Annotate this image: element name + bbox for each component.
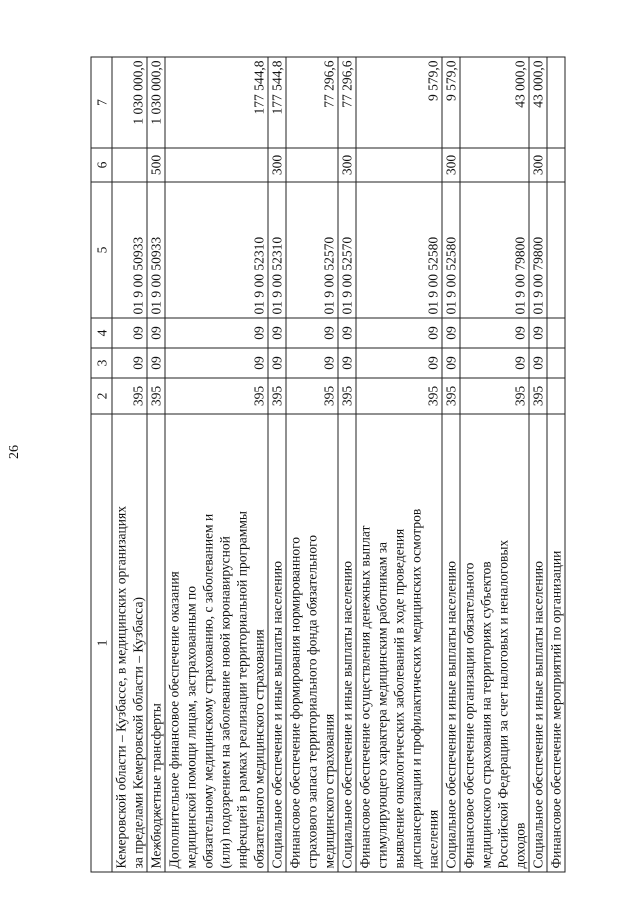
row-description [147, 414, 165, 872]
description-line: стимулирующего характера медицинским работникам за [374, 541, 389, 869]
header-cell-6: 6 [91, 148, 112, 182]
admin-code-cell: 395 [147, 378, 165, 414]
amount-cell: 77 296,6 [286, 57, 338, 148]
amount-cell: 1 030 000,0 [112, 57, 147, 148]
section-code-cell: 09 [442, 348, 460, 378]
row-description [460, 414, 529, 872]
amount-cell: 9 579,0 [442, 57, 460, 148]
section-code-cell: 09 [268, 348, 286, 378]
description-line: медицинского страхования на территориях субъектов [478, 561, 493, 869]
description-line: Социальное обеспечение и иные выплаты населению [530, 561, 545, 869]
header-row [91, 57, 112, 872]
header-cell-7: 7 [91, 57, 112, 148]
amount-cell [547, 57, 565, 148]
amount-cell: 9 579,0 [356, 57, 442, 148]
target-article-code-cell: 01 9 00 52310 [268, 182, 286, 318]
description-line: Российской Федерации за счет налоговых и неналоговых [495, 539, 510, 869]
header-cell-4: 4 [91, 318, 112, 348]
description-line: обязательному медицинскому страхованию, с заболеванием и [200, 513, 215, 869]
target-article-code-cell: 01 9 00 52580 [356, 182, 442, 318]
row-description [529, 414, 547, 872]
description-line: Финансовое обеспечение организации обязательного [461, 562, 476, 869]
description-line: страхового запаса территориального фонда обязательного [304, 534, 319, 869]
table-row [286, 57, 338, 872]
expense-type-code-cell [112, 148, 147, 182]
description-line: Дополнительное финансовое обеспечение оказания [166, 571, 181, 869]
subsection-code-cell: 09 [165, 318, 268, 348]
row-description [547, 414, 565, 872]
description-line: Социальное обеспечение и иные выплаты населению [269, 561, 284, 869]
page-number: 26 [7, 445, 22, 459]
target-article-code-cell: 01 9 00 52570 [286, 182, 338, 318]
admin-code-cell: 395 [529, 378, 547, 414]
row-description [268, 414, 286, 872]
subsection-code-cell: 09 [286, 318, 338, 348]
expense-type-code-cell: 300 [529, 148, 547, 182]
expense-type-code-cell [286, 148, 338, 182]
admin-code-cell: 395 [286, 378, 338, 414]
admin-code-cell: 395 [268, 378, 286, 414]
target-article-code-cell: 01 9 00 52580 [442, 182, 460, 318]
admin-code-cell: 395 [165, 378, 268, 414]
table-row [338, 57, 356, 872]
admin-code-cell: 395 [460, 378, 529, 414]
table-row [147, 57, 165, 872]
header-cell-5: 5 [91, 182, 112, 318]
description-line: диспансеризации и профилактических медицинских осмотров [408, 508, 423, 869]
target-article-code-cell: 01 9 00 50933 [147, 182, 165, 318]
budget-table [90, 57, 565, 873]
description-line: Финансовое обеспечение мероприятий по организации [548, 550, 563, 869]
header-cell-3: 3 [91, 348, 112, 378]
table-row [356, 57, 442, 872]
admin-code-cell: 395 [112, 378, 147, 414]
description-line: Межбюджетные трансферты [148, 703, 163, 869]
table-row [165, 57, 268, 872]
subsection-code-cell: 09 [442, 318, 460, 348]
subsection-code-cell: 09 [529, 318, 547, 348]
section-code-cell: 09 [147, 348, 165, 378]
description-line: инфекцией в рамках реализации территориальной программы [234, 511, 249, 869]
section-code-cell: 09 [356, 348, 442, 378]
admin-code-cell: 395 [356, 378, 442, 414]
subsection-code-cell: 09 [268, 318, 286, 348]
subsection-code-cell: 09 [338, 318, 356, 348]
row-description [338, 414, 356, 872]
row-description [442, 414, 460, 872]
table-row [442, 57, 460, 872]
expense-type-code-cell: 300 [268, 148, 286, 182]
header-cell-1: 1 [91, 414, 112, 872]
description-line: Финансовое обеспечение формирования нормированного [287, 536, 302, 869]
section-code-cell: 09 [460, 348, 529, 378]
target-article-code-cell: 01 9 00 79800 [529, 182, 547, 318]
description-line: за пределами Кемеровской области – Кузбасса) [130, 597, 145, 869]
subsection-code-cell: 09 [147, 318, 165, 348]
section-code-cell: 09 [165, 348, 268, 378]
header-cell-2: 2 [91, 378, 112, 414]
row-description [286, 414, 338, 872]
description-line: выявление онкологических заболеваний в ходе проведения [391, 528, 406, 869]
description-line: медицинского страхования [321, 713, 336, 869]
description-line: Социальное обеспечение и иные выплаты населению [339, 561, 354, 869]
amount-cell: 1 030 000,0 [147, 57, 165, 148]
table-row [112, 57, 147, 872]
table-row [268, 57, 286, 872]
row-description [356, 414, 442, 872]
subsection-code-cell [547, 318, 565, 348]
expense-type-code-cell [356, 148, 442, 182]
table-row [529, 57, 547, 872]
subsection-code-cell: 09 [112, 318, 147, 348]
row-description [165, 414, 268, 872]
table-body [91, 57, 565, 872]
rotated-table-container [90, 58, 563, 873]
target-article-code-cell [547, 182, 565, 318]
admin-code-cell: 395 [442, 378, 460, 414]
description-line: населения [425, 809, 440, 869]
amount-cell: 43 000,0 [529, 57, 547, 148]
description-line: обязательного медицинского страхования [251, 629, 266, 869]
expense-type-code-cell: 500 [147, 148, 165, 182]
amount-cell: 77 296,6 [338, 57, 356, 148]
description-line: Финансовое обеспечение осуществления денежных выплат [357, 525, 372, 869]
subsection-code-cell: 09 [460, 318, 529, 348]
expense-type-code-cell: 300 [338, 148, 356, 182]
target-article-code-cell: 01 9 00 50933 [112, 182, 147, 318]
target-article-code-cell: 01 9 00 52310 [165, 182, 268, 318]
description-line: Кемеровской области – Кузбассе, в медицинских организациях [113, 506, 128, 869]
expense-type-code-cell [165, 148, 268, 182]
subsection-code-cell: 09 [356, 318, 442, 348]
section-code-cell: 09 [112, 348, 147, 378]
table-row [460, 57, 529, 872]
table-row [547, 57, 565, 872]
section-code-cell: 09 [529, 348, 547, 378]
description-line: медицинской помощи лицам, застрахованным по [183, 585, 198, 869]
admin-code-cell: 395 [338, 378, 356, 414]
description-line: Социальное обеспечение и иные выплаты населению [443, 561, 458, 869]
row-description [112, 414, 147, 872]
amount-cell: 43 000,0 [460, 57, 529, 148]
description-line: доходов [512, 822, 527, 869]
section-code-cell: 09 [338, 348, 356, 378]
expense-type-code-cell: 300 [442, 148, 460, 182]
amount-cell: 177 544,8 [165, 57, 268, 148]
description-line: (или) подозрением на заболевание новой коронавирусной [217, 536, 232, 869]
amount-cell: 177 544,8 [268, 57, 286, 148]
expense-type-code-cell [460, 148, 529, 182]
section-code-cell: 09 [286, 348, 338, 378]
target-article-code-cell: 01 9 00 79800 [460, 182, 529, 318]
admin-code-cell [547, 378, 565, 414]
section-code-cell [547, 348, 565, 378]
expense-type-code-cell [547, 148, 565, 182]
target-article-code-cell: 01 9 00 52570 [338, 182, 356, 318]
